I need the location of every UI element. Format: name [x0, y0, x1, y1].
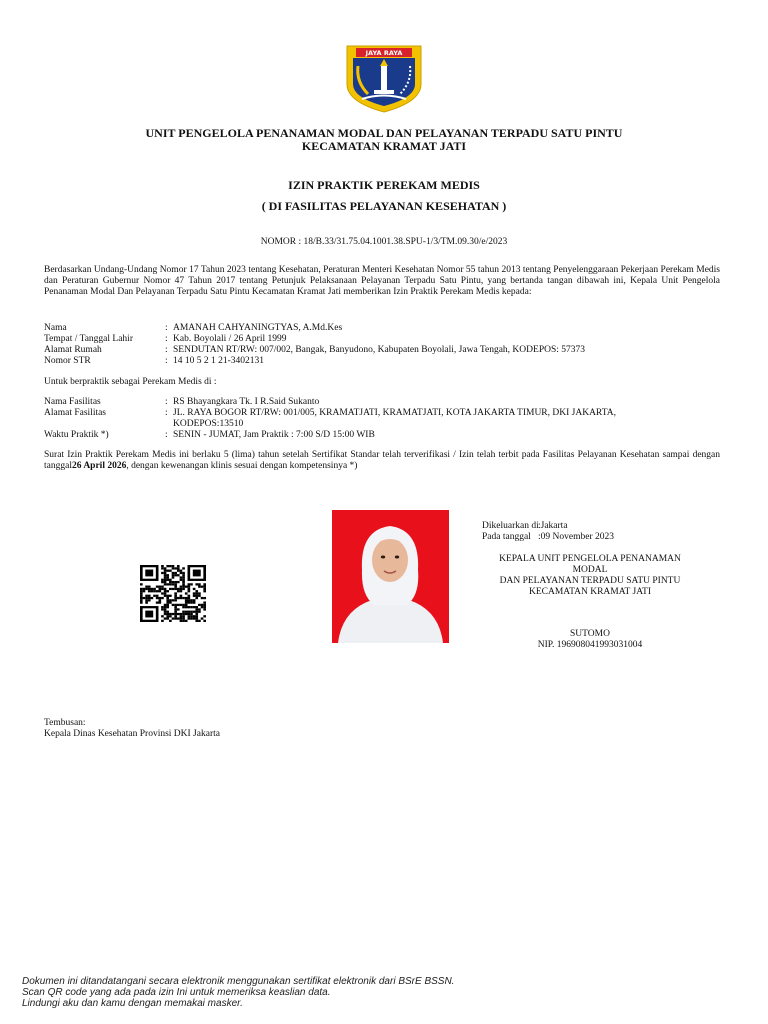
person-address: SENDUTAN RT/RW: 007/002, Bangak, Banyudono, Kabupaten Boyolali, Jawa Tengah, KODEPOS: 57373	[173, 345, 586, 355]
verification-qr-code	[140, 565, 206, 622]
issued-place: :Jakarta	[538, 521, 568, 531]
cc-recipient: Kepala Dinas Kesehatan Provinsi DKI Jakarta	[44, 729, 220, 739]
person-name-row: Nama : AMANAH CAHYANINGTYAS, A.Md.Kes	[44, 323, 724, 334]
validity-paragraph: Surat Izin Praktik Perekam Medis ini berlaku 5 (lima) tahun setelah Sertifikat Standar telah terverifikasi / Izin telah terbit pada Fasilitas Pelayanan Kesehatan sampai dengan tanggal26 April 2026, dengan kewenangan klinis sesuai dengan kompetensinya *)	[44, 450, 720, 471]
footer-line1: Dokumen ini ditandatangani secara elektronik menggunakan sertifikat elektronik dari BSrE BSSN.	[22, 976, 455, 987]
issuance-info	[482, 521, 722, 543]
person-birth-row: Tempat / Tanggal Lahir : Kab. Boyolali / 26 April 1999	[44, 334, 724, 345]
label: Nomor STR	[44, 356, 91, 366]
person-str-row: Nomor STR : 14 10 5 2 1 21-3402131	[44, 356, 724, 367]
person-address-row: Alamat Rumah : SENDUTAN RT/RW: 007/002, Bangak, Banyudono, Kabupaten Boyolali, Jawa Tengah, KODEPOS: 57373	[44, 345, 724, 356]
cc-section	[44, 718, 220, 740]
cc-label: Tembusan:	[44, 718, 86, 728]
jakarta-emblem-logo	[344, 44, 424, 114]
label: Alamat Rumah	[44, 345, 102, 355]
issued-date-label: Pada tanggal	[482, 532, 531, 542]
footer-note	[22, 976, 454, 1009]
office-name-line1: UNIT PENGELOLA PENANAMAN MODAL DAN PELAYANAN TERPADU SATU PINTU	[145, 126, 623, 140]
practice-intro: Untuk berpraktik sebagai Perekam Medis di :	[44, 377, 217, 387]
label: Waktu Praktik *)	[44, 430, 109, 440]
footer-line3: Lindungi aku dan kamu dengan memakai masker.	[22, 998, 243, 1009]
signatory	[480, 629, 700, 651]
validity-date: 26 April 2026	[71, 461, 127, 471]
svg-text:JAYA RAYA: JAYA RAYA	[365, 49, 403, 57]
person-name: AMANAH CAHYANINGTYAS, A.Md.Kes	[173, 323, 343, 333]
person-birth: Kab. Boyolali / 26 April 1999	[173, 334, 287, 344]
intro-paragraph: Berdasarkan Undang-Undang Nomor 17 Tahun 2023 tentang Kesehatan, Peraturan Menteri Kesehatan Nomor 55 tahun 2013 tentang Penyelenggaraan Pekerjaan Perekam Medis dan Peraturan Gubernur Nomor 47 Tahun 2017 tentang Petunjuk Pelaksanaan Pelayanan Terpadu Satu Pintu, yang bertanda tangan dibawah ini, Kepala Unit Pengelola Penanaman Modal Dan Pelayanan Terpadu Satu Pintu Kecamatan Kramat Jati memberikan Izin Praktik Perekam Medis kepada:	[44, 265, 720, 297]
label: Alamat Fasilitas	[44, 408, 107, 418]
facility-address-row: Alamat Fasilitas : JL. RAYA BOGOR RT/RW: 001/005, KRAMATJATI, KRAMATJATI, KOTA JAKARTA TIMUR, DKI JAKARTA, KODEPOS:13510	[44, 408, 724, 430]
facility-address-postcode: KODEPOS:13510	[173, 419, 244, 429]
footer-line2: Scan QR code yang ada pada izin Ini untuk memeriksa keaslian data.	[22, 987, 331, 998]
issued-date: :09 November 2023	[538, 532, 614, 542]
person-str: 14 10 5 2 1 21-3402131	[173, 356, 265, 366]
practice-time: SENIN - JUMAT, Jam Praktik : 7:00 S/D 15:00 WIB	[173, 430, 375, 440]
label: Nama	[44, 323, 67, 333]
holder-photo	[332, 510, 449, 643]
label: Nama Fasilitas	[44, 397, 101, 407]
document-title: IZIN PRAKTIK PEREKAM MEDIS	[288, 178, 480, 192]
issued-place-label: Dikeluarkan di	[482, 521, 539, 531]
document-subtitle: ( DI FASILITAS PELAYANAN KESEHATAN )	[261, 199, 507, 213]
facility-address: JL. RAYA BOGOR RT/RW: 001/005, KRAMATJATI, KRAMATJATI, KOTA JAKARTA TIMUR, DKI JAKARTA,	[173, 408, 616, 418]
signatory-title: KEPALA UNIT PENGELOLA PENANAMAN MODAL DAN PELAYANAN TERPADU SATU PINTU KECAMATAN KRAMAT JATI	[499, 554, 681, 597]
signer-nip: NIP. 196908041993031004	[537, 640, 643, 650]
signer-name: SUTOMO	[570, 629, 610, 639]
office-name-line2: KECAMATAN KRAMAT JATI	[301, 139, 467, 153]
facility-name: RS Bhayangkara Tk. I R.Said Sukanto	[173, 397, 320, 407]
label: Tempat / Tanggal Lahir	[44, 334, 133, 344]
document-number: NOMOR : 18/B.33/31.75.04.1001.38.SPU-1/3/TM.09.30/e/2023	[260, 237, 508, 247]
facility-name-row: Nama Fasilitas : RS Bhayangkara Tk. I R.Said Sukanto	[44, 397, 724, 408]
practice-time-row: Waktu Praktik *) : SENIN - JUMAT, Jam Praktik : 7:00 S/D 15:00 WIB	[44, 430, 724, 441]
